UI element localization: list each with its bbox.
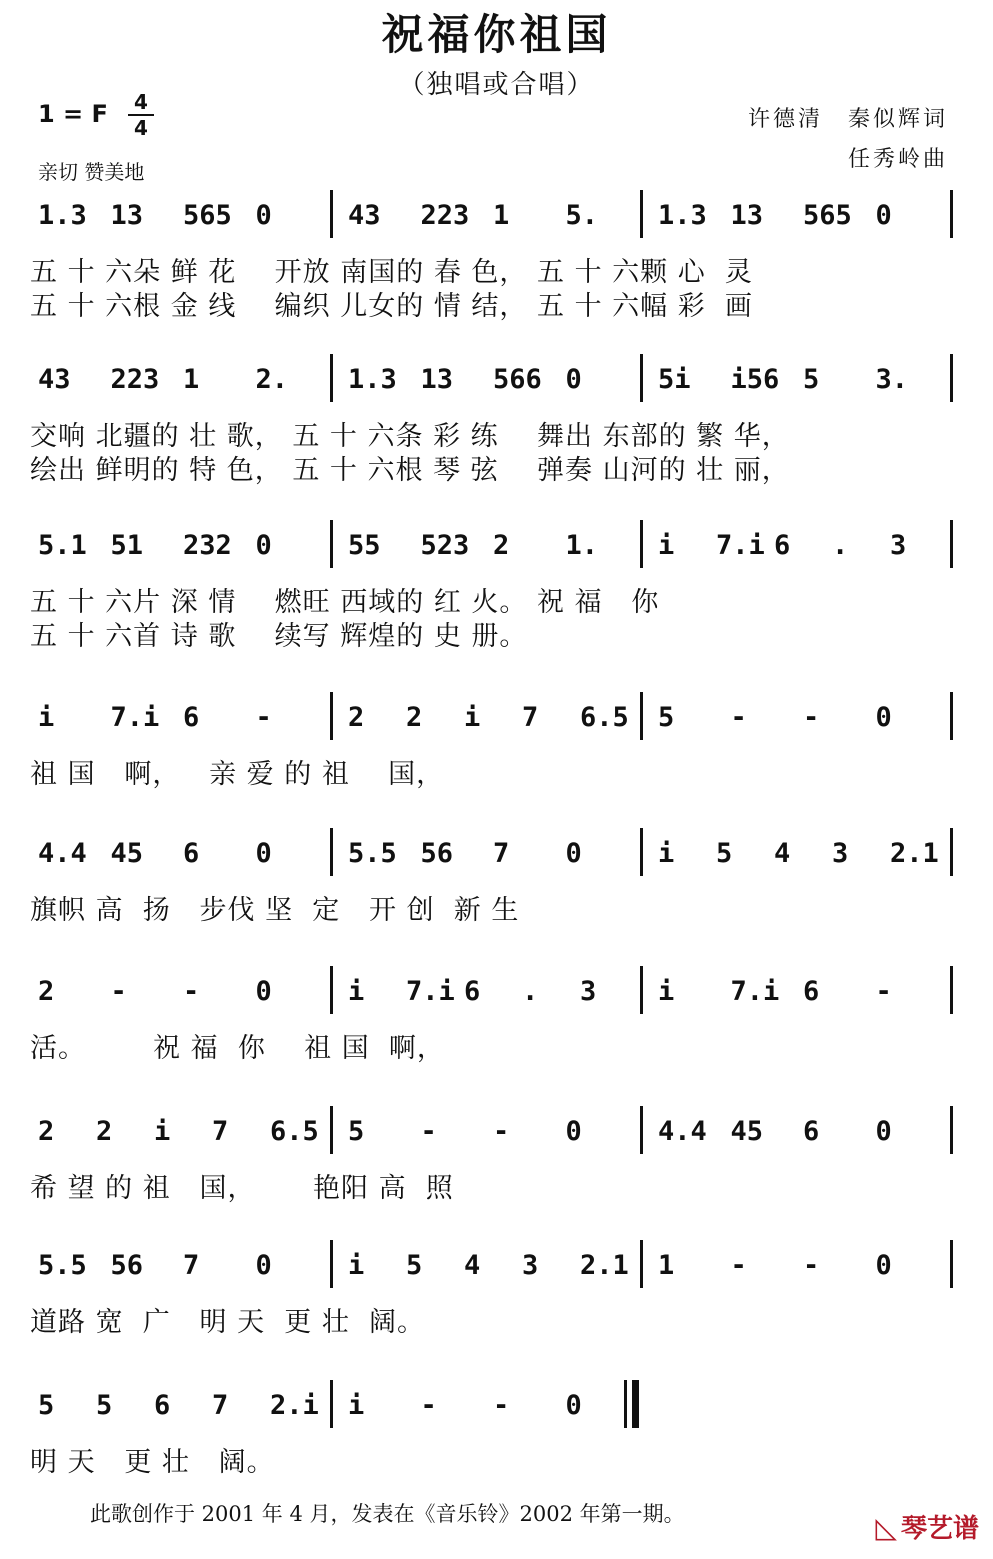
lyric-line: 五 十 六根 金 线 编织 儿女的 情 结， 五 十 六幅 彩 画 <box>30 291 753 322</box>
note-group: - <box>803 702 820 733</box>
note-group: 5 <box>803 364 820 395</box>
note-group: 2. <box>255 364 289 395</box>
barline <box>330 828 333 876</box>
note-group: 2 <box>38 976 55 1007</box>
note-group: 1.3 <box>348 364 397 395</box>
watermark <box>875 1508 979 1545</box>
song-subtitle: （独唱或合唱） <box>398 70 595 100</box>
note-group: i <box>658 838 675 869</box>
barline <box>330 966 333 1014</box>
note-group: 566 <box>493 364 542 395</box>
note-group: 6 <box>464 976 481 1007</box>
note-group: 6 <box>774 530 791 561</box>
note-group: 1. <box>565 530 599 561</box>
note-group: 0 <box>565 364 582 395</box>
barline <box>950 190 953 238</box>
note-group: 6.5 <box>580 702 629 733</box>
note-group: 51 <box>110 530 144 561</box>
note-group: i <box>658 976 675 1007</box>
barline <box>330 1240 333 1288</box>
note-group: 5i <box>658 364 691 395</box>
lyric-line: 活。 祝 福 你 祖 国 啊， <box>30 1033 445 1064</box>
note-group: 7 <box>522 702 539 733</box>
note-group: 2.1 <box>890 838 939 869</box>
meter-bottom: 4 <box>134 116 148 140</box>
note-group: 7.i <box>110 702 160 733</box>
note-group: 45 <box>730 1116 764 1147</box>
note-group: 0 <box>565 838 582 869</box>
note-group: 5 <box>716 838 733 869</box>
note-group: 4 <box>464 1250 481 1281</box>
note-group: 7 <box>183 1250 200 1281</box>
watermark-text: 琴艺谱 <box>900 1514 979 1544</box>
lyric-line: 绘出 鲜明的 特 色， 五 十 六根 琴 弦 弹奏 山河的 壮 丽， <box>30 455 790 486</box>
song-title: 祝福你祖国 <box>381 10 612 59</box>
note-group: - <box>730 1250 747 1281</box>
barline <box>950 966 953 1014</box>
note-group: i <box>38 702 55 733</box>
barline <box>640 1106 643 1154</box>
note-group: 232 <box>183 530 232 561</box>
note-group: 1 <box>183 364 200 395</box>
note-group: 0 <box>565 1390 582 1421</box>
note-group: 0 <box>255 838 272 869</box>
note-group: 2 <box>406 702 423 733</box>
note-group: 0 <box>875 1250 892 1281</box>
note-group: 4.4 <box>658 1116 707 1147</box>
note-group: 6 <box>803 976 820 1007</box>
note-group: i56 <box>730 364 780 395</box>
note-group: - <box>493 1116 510 1147</box>
barline <box>950 1106 953 1154</box>
barline <box>640 190 643 238</box>
note-group: 6 <box>803 1116 820 1147</box>
note-group: - <box>875 976 892 1007</box>
barline <box>640 692 643 740</box>
note-group: 1.3 <box>38 200 87 231</box>
barline <box>640 520 643 568</box>
footnote: 此歌创作于 2001 年 4 月，发表在《音乐铃》2002 年第一期。 <box>90 1502 685 1526</box>
note-group: i <box>348 1390 365 1421</box>
note-group: 0 <box>875 702 892 733</box>
lyric-line: 交响 北疆的 壮 歌， 五 十 六条 彩 练 舞出 东部的 繁 华， <box>30 421 790 452</box>
barline <box>950 354 953 402</box>
note-group: 5 <box>96 1390 113 1421</box>
note-group: 3 <box>522 1250 539 1281</box>
note-group: 0 <box>565 1116 582 1147</box>
note-group: - <box>420 1390 437 1421</box>
note-group: 13 <box>730 200 764 231</box>
key-signature: 1 = F <box>38 100 108 128</box>
note-group: 6.5 <box>270 1116 319 1147</box>
note-group: 565 <box>183 200 232 231</box>
note-group: 5.5 <box>38 1250 87 1281</box>
lyricist-credit: 许德清 秦似辉词 <box>747 107 948 132</box>
note-group: 5 <box>406 1250 423 1281</box>
barline <box>950 520 953 568</box>
barline <box>640 354 643 402</box>
note-group: 523 <box>420 530 470 561</box>
lyric-line: 五 十 六朵 鲜 花 开放 南国的 春 色， 五 十 六颗 心 灵 <box>30 257 753 288</box>
note-group: 0 <box>255 1250 272 1281</box>
note-group: 5 <box>658 702 675 733</box>
meter-top: 4 <box>134 90 148 114</box>
note-group: 2 <box>348 702 365 733</box>
barline <box>330 520 333 568</box>
lyric-line: 五 十 六片 深 情 燃旺 西域的 红 火。 祝 福 你 <box>30 587 660 618</box>
note-group: 5.1 <box>38 530 87 561</box>
note-group: 3. <box>875 364 909 395</box>
final-barline-thick <box>632 1380 639 1428</box>
note-group: 0 <box>875 200 892 231</box>
note-group: 13 <box>110 200 144 231</box>
final-barline <box>624 1380 627 1428</box>
note-group: 565 <box>803 200 852 231</box>
note-group: 223 <box>420 200 470 231</box>
note-group: - <box>255 702 272 733</box>
lyric-line: 希 望 的 祖 国， 艳阳 高 照 <box>30 1173 454 1204</box>
note-group: - <box>420 1116 437 1147</box>
barline <box>950 828 953 876</box>
note-group: 5 <box>38 1390 55 1421</box>
note-group: 0 <box>255 976 272 1007</box>
note-group: 43 <box>348 200 381 231</box>
composer-credit: 任秀岭曲 <box>847 147 948 172</box>
note-group: 13 <box>420 364 454 395</box>
logo-icon: ◺ <box>875 1511 897 1544</box>
lyric-line: 祖 国 啊， 亲 爱 的 祖 国， <box>30 759 445 790</box>
note-group: 2 <box>38 1116 55 1147</box>
note-group: 7 <box>493 838 510 869</box>
barline <box>640 1240 643 1288</box>
note-group: 7.i <box>716 530 765 561</box>
note-group: i <box>348 1250 365 1281</box>
note-group: 1 <box>493 200 510 231</box>
note-group: - <box>110 976 127 1007</box>
note-group: 1.3 <box>658 200 707 231</box>
note-group: i <box>348 976 365 1007</box>
lyric-line: 五 十 六首 诗 歌 续写 辉煌的 史 册。 <box>30 621 528 652</box>
note-group: 7 <box>212 1116 229 1147</box>
barline <box>330 190 333 238</box>
note-group: - <box>730 702 747 733</box>
note-group: 2 <box>96 1116 113 1147</box>
note-group: 2.i <box>270 1390 319 1421</box>
note-group: 0 <box>875 1116 892 1147</box>
note-group: 223 <box>110 364 160 395</box>
note-group: 6 <box>183 838 200 869</box>
barline <box>950 1240 953 1288</box>
lyric-line: 旗帜 高 扬 步伐 坚 定 开 创 新 生 <box>30 895 520 926</box>
note-group: 4.4 <box>38 838 87 869</box>
note-group: 5. <box>565 200 599 231</box>
note-group: 45 <box>110 838 144 869</box>
time-signature <box>128 92 154 138</box>
note-group: 4 <box>774 838 791 869</box>
note-group: i <box>154 1116 171 1147</box>
barline <box>330 1380 333 1428</box>
note-group: 7.i <box>730 976 780 1007</box>
note-group: . <box>522 976 539 1007</box>
note-group: 6 <box>154 1390 171 1421</box>
note-group: i <box>658 530 675 561</box>
note-group: - <box>183 976 200 1007</box>
note-group: i <box>464 702 481 733</box>
note-group: 56 <box>420 838 454 869</box>
note-group: 2.1 <box>580 1250 629 1281</box>
note-group: 7.i <box>406 976 455 1007</box>
barline <box>330 692 333 740</box>
barline <box>640 828 643 876</box>
note-group: . <box>832 530 849 561</box>
note-group: 0 <box>255 530 272 561</box>
lyric-line: 明 天 更 壮 阔。 <box>30 1447 275 1478</box>
note-group: 7 <box>212 1390 229 1421</box>
note-group: 56 <box>110 1250 144 1281</box>
note-group: 5 <box>348 1116 365 1147</box>
note-group: 3 <box>890 530 907 561</box>
barline <box>640 966 643 1014</box>
note-group: 1 <box>658 1250 675 1281</box>
barline <box>330 1106 333 1154</box>
note-group: 6 <box>183 702 200 733</box>
note-group: 5.5 <box>348 838 397 869</box>
note-group: 43 <box>38 364 71 395</box>
note-group: - <box>803 1250 820 1281</box>
note-group: - <box>493 1390 510 1421</box>
note-group: 3 <box>832 838 849 869</box>
barline <box>330 354 333 402</box>
note-group: 2 <box>493 530 510 561</box>
note-group: 0 <box>255 200 272 231</box>
lyric-line: 道路 宽 广 明 天 更 壮 阔。 <box>30 1307 425 1338</box>
note-group: 3 <box>580 976 597 1007</box>
note-group: 55 <box>348 530 381 561</box>
tempo-marking: 亲切 赞美地 <box>38 160 145 184</box>
barline <box>950 692 953 740</box>
